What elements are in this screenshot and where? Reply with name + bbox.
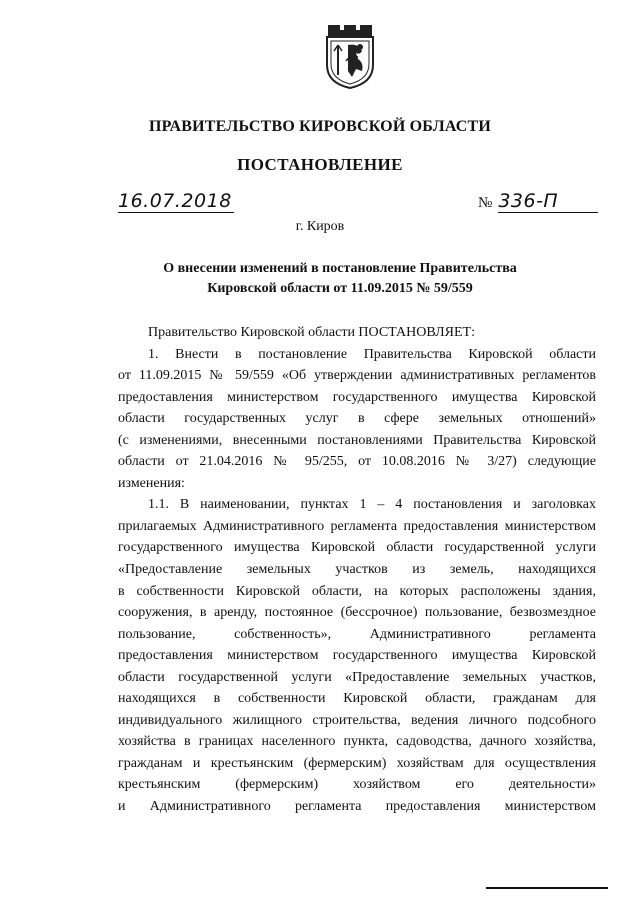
body-line: пользование, собственность», Административного регламента <box>118 626 596 642</box>
body-line: области государственных услуг в сфере земельных отношений» <box>118 411 596 427</box>
document-date: 16.07.2018 <box>118 190 232 212</box>
document-city: г. Киров <box>295 219 345 234</box>
document-number: 336-П <box>498 190 598 213</box>
body-line: в собственности Кировской области, на которых расположены здания, <box>118 583 596 599</box>
body-line: «Предоставление земельных участков из земель, находящихся <box>118 562 596 578</box>
body-line: прилагаемых Административного регламента предоставления министерством <box>118 518 596 534</box>
document-body <box>118 322 596 818</box>
body-line: предоставления министерством государственного имущества Кировской <box>118 648 596 664</box>
body-line: крестьянским (фермерским) хозяйством его деятельности» <box>118 777 596 793</box>
body-line: и Административного регламента предоставления министерством <box>118 799 596 815</box>
organization-title: ПРАВИТЕЛЬСТВО КИРОВСКОЙ ОБЛАСТИ <box>148 118 492 135</box>
body-line: изменения: <box>118 475 185 491</box>
body-line: индивидуального жилищного строительства, ведения личного подсобного <box>118 712 596 728</box>
document-number-block <box>478 190 598 214</box>
body-line: области государственной услуги «Предоставление земельных участков, <box>118 669 596 685</box>
body-line: от 11.09.2015 № 59/559 «Об утверждении административных регламентов <box>118 368 596 384</box>
body-line: 1.1. В наименовании, пунктах 1 – 4 постановления и заголовках <box>148 497 596 513</box>
footer-rule <box>486 887 608 889</box>
body-line: находящихся в собственности Кировской области, гражданам для <box>118 691 596 707</box>
body-line: государственного имущества Кировской области государственной услуги <box>118 540 596 556</box>
subject-line: Кировской области от 11.09.2015 № 59/559 <box>207 281 473 296</box>
subject-line: О внесении изменений в постановление Правительства <box>163 261 517 276</box>
body-line: хозяйства в границах населенного пункта, садоводства, дачного хозяйства, <box>118 734 596 750</box>
body-line: Правительство Кировской области ПОСТАНОВЛЯЕТ: <box>148 325 475 340</box>
body-line: гражданам и крестьянским (фермерским) хозяйствам для осуществления <box>118 755 596 771</box>
body-line: предоставления министерством государственного имущества Кировской <box>118 389 596 405</box>
body-line: области от 21.04.2016 № 95/255, от 10.08.2016 № 3/27) следующие <box>118 454 596 470</box>
number-sign: № <box>478 195 493 211</box>
document-subject <box>140 259 540 299</box>
document-type-title: ПОСТАНОВЛЕНИЕ <box>237 155 403 174</box>
body-line: сооружения, в аренду, постоянное (бессрочное) пользование, безвозмездное <box>118 605 596 621</box>
body-line: (с изменениями, внесенными постановлениями Правительства Кировской <box>118 432 596 448</box>
body-line: 1. Внести в постановление Правительства Кировской области <box>148 346 596 362</box>
kirov-coat-of-arms-icon <box>322 25 378 89</box>
